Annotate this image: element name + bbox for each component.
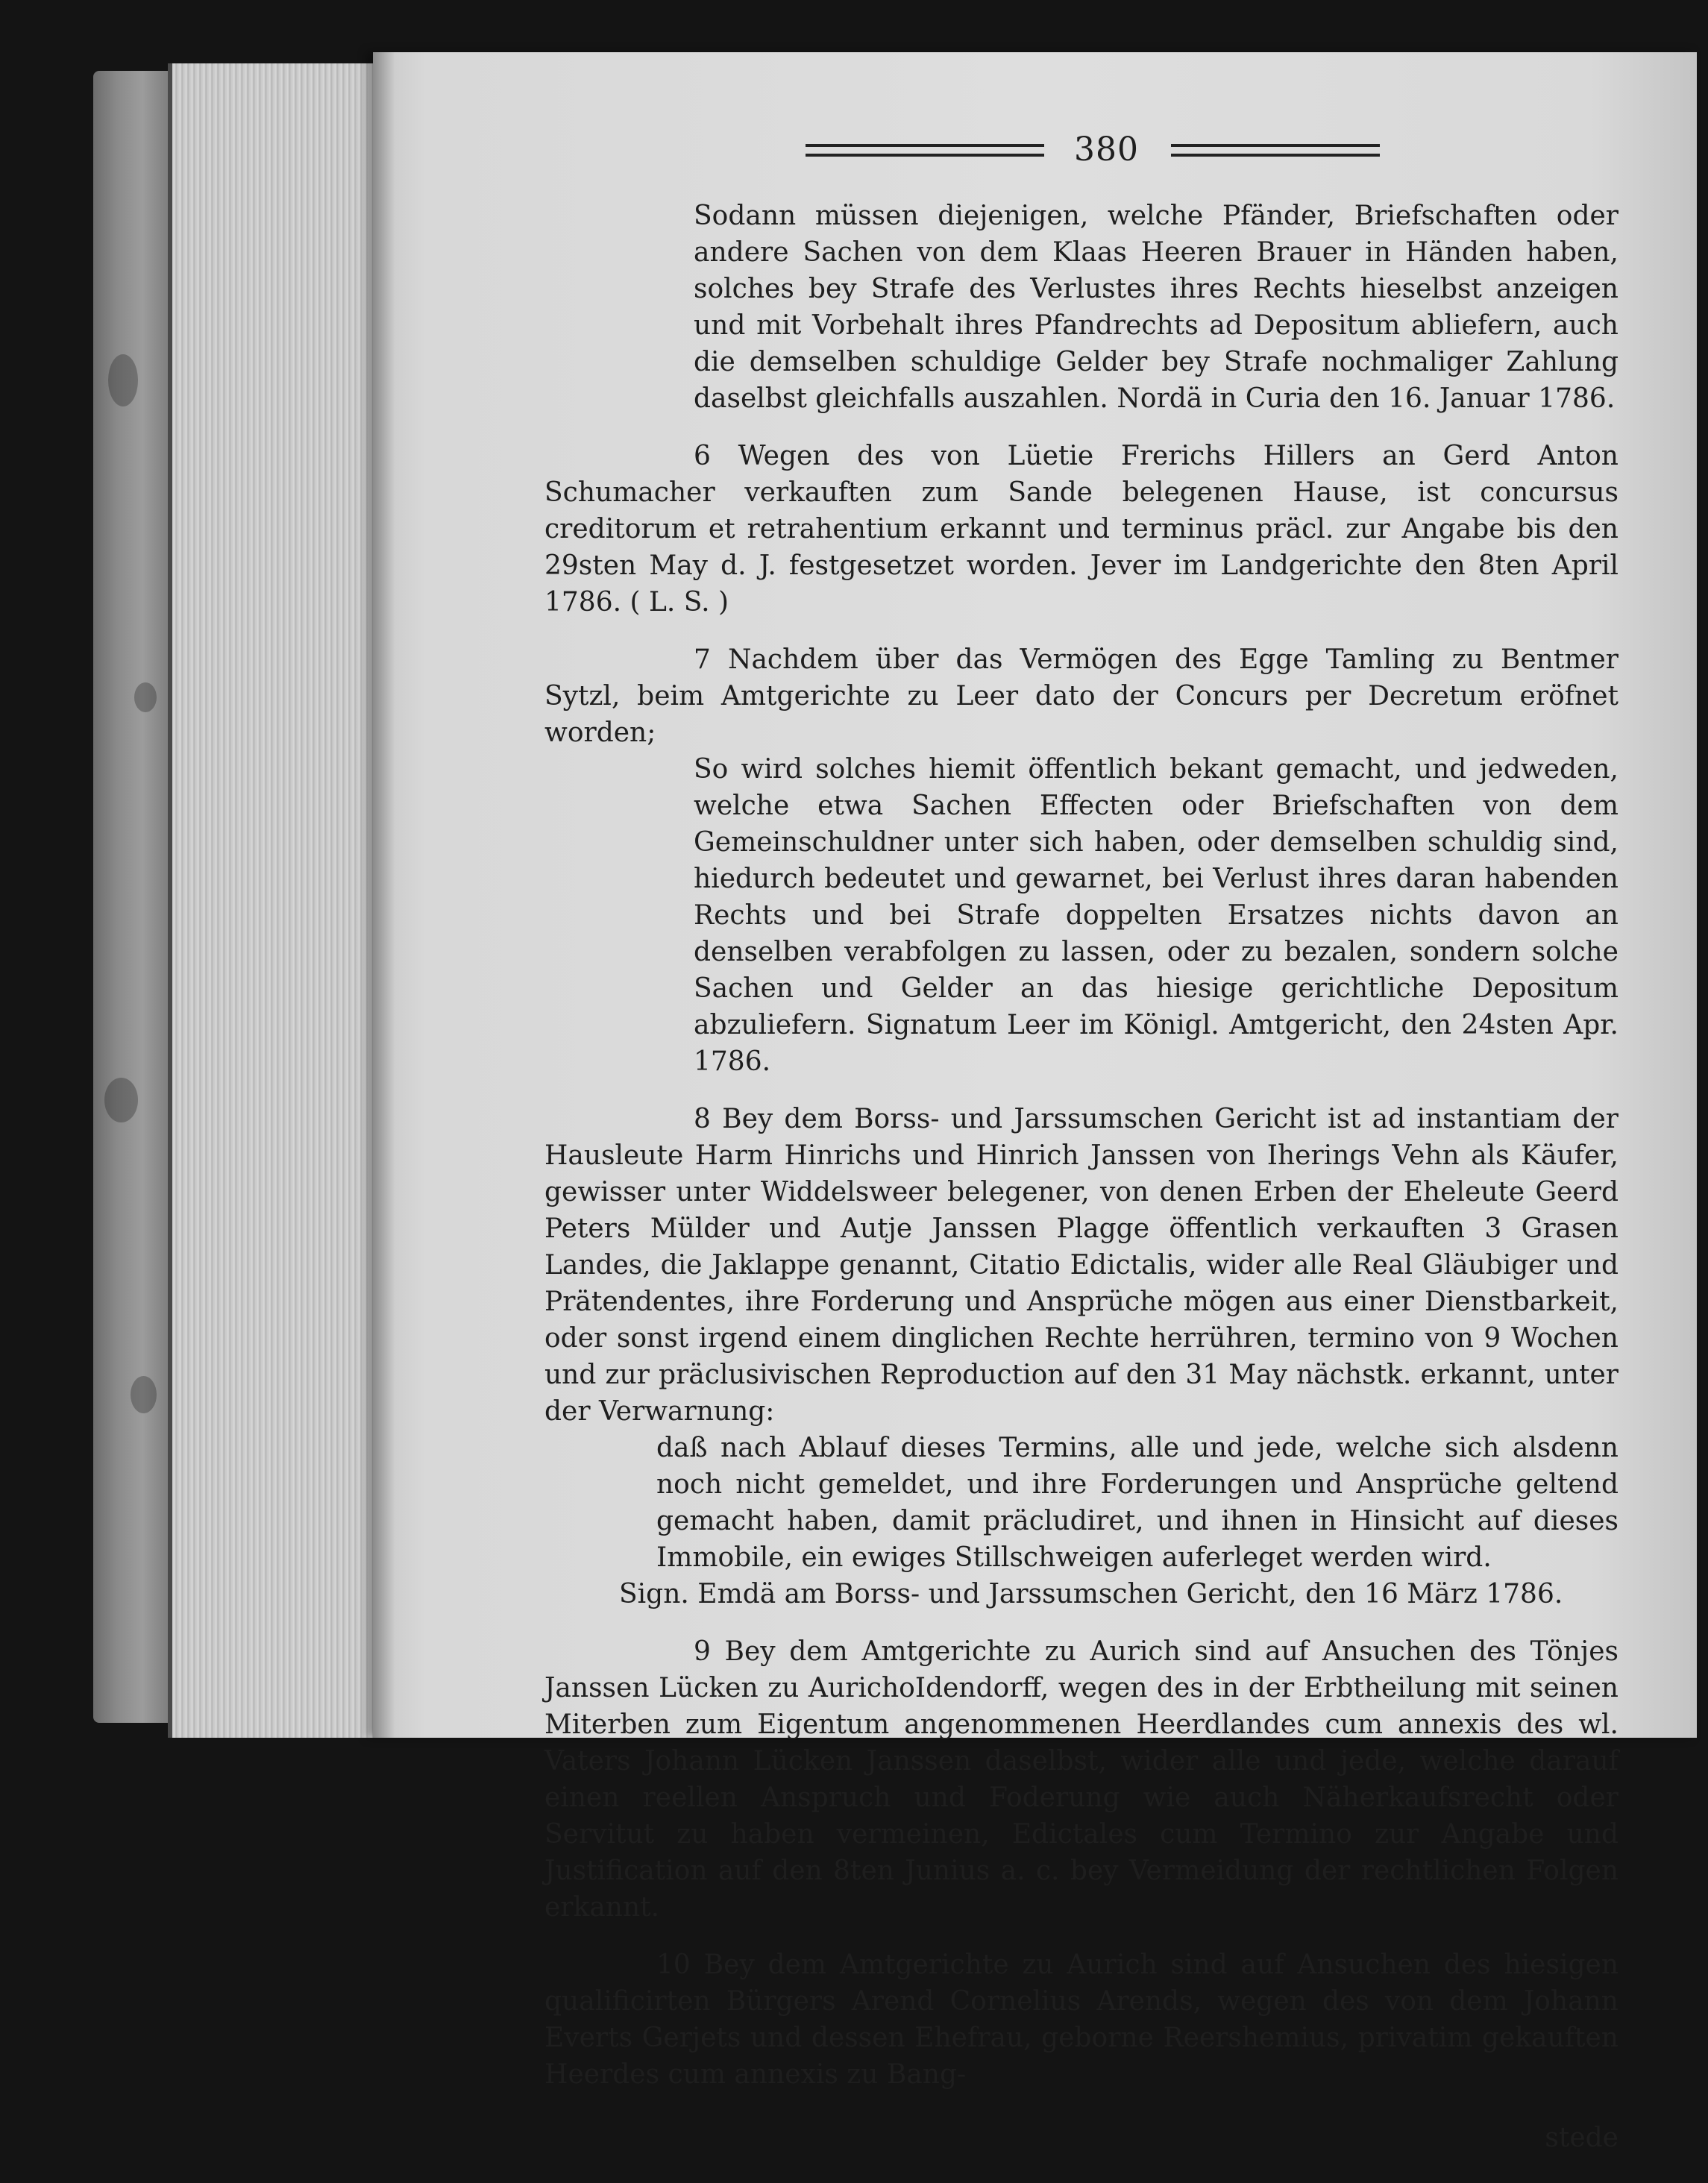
paragraph-8 xyxy=(544,1101,1618,1430)
paragraph-text: Nachdem über das Vermögen des Egge Tamling zu Bentmer Sytzl, beim Amtgerichte zu Leer dato der Concurs per Decretum eröfnet worden; xyxy=(544,644,1618,748)
paragraph-7 xyxy=(544,641,1618,751)
cover-stain xyxy=(108,354,138,406)
page-header xyxy=(806,131,1387,175)
text-body xyxy=(544,198,1618,2183)
paragraph-text: Bey dem Amtgerichte zu Aurich sind auf Ansuchen des Tönjes Janssen Lücken zu AurichoIdendorff, wegen des in der Erbtheilung mit seinen Miterben zum Eigentum angenommenen Heerdlandes cum annexis des wl. Vaters Johann Lücken Janssen daselbst, wider alle und jede, welche darauf einen reellen Anspruch und Foderung wie auch Näherkaufsrecht oder Servitut zu haben vermeinen, Edictales cum Termino zur Angabe und Justification auf den 8ten Junius a. c. bey Vermeidung der rechtlichen Folgen erkannt. xyxy=(544,1636,1618,1923)
paragraph-6 xyxy=(544,438,1618,621)
item-number: 8 xyxy=(694,1104,711,1134)
paragraph-10 xyxy=(544,1947,1618,2093)
paragraph-8-condition: daß nach Ablauf dieses Termins, alle und jede, welche sich alsdenn noch nicht gemeldet, und ihre Forderungen und Ansprüche geltend gemacht haben, damit präcludiret, und ihnen in Hinsicht auf dieses Immobile, ein ewiges Stillschweigen auferleget werden wird. xyxy=(656,1433,1618,1573)
catchword: stede xyxy=(1545,2123,1618,2153)
page-gutter xyxy=(373,52,395,1738)
page-number: 380 xyxy=(1074,131,1139,169)
paragraph-7-body: So wird solches hiemit öffentlich bekant gemacht, und jedweden, welche etwa Sachen Effecten oder Briefschaften von dem Gemeinschuldner unter sich haben, oder demselben schuldig sind, hiedurch bedeutet und gewarnet, bei Verlust ihres daran habenden Rechts und bei Strafe doppelten Ersatzes nichts davon an denselben verabfolgen zu lassen, oder zu bezalen, sondern solche Sachen und Gelder an das hiesige gerichtliche Depositum abzuliefern. Signatum Leer im Königl. Amtgericht, den 24sten Apr. 1786. xyxy=(694,754,1618,1077)
paragraph-8-signature: Sign. Emdä am Borss- und Jarssumschen Gericht, den 16 März 1786. xyxy=(619,1579,1563,1609)
header-rule-right xyxy=(1171,144,1380,157)
cover-stain xyxy=(134,682,157,712)
book-cover-edge xyxy=(93,71,175,1723)
paragraph-text: Wegen des von Lüetie Frerichs Hillers an Gerd Anton Schumacher verkauften zum Sande belegenen Hause, ist concursus creditorum et retrahentium erkannt und terminus präcl. zur Angabe bis den 29sten May d. J. festgesetzet worden. Jever im Landgerichte den 8ten April 1786. ( L. S. ) xyxy=(544,441,1618,618)
page-edges xyxy=(168,63,389,1738)
header-rule-left xyxy=(806,144,1044,157)
item-number: 10 xyxy=(656,1950,691,1980)
cover-stain xyxy=(104,1078,138,1122)
item-number: 9 xyxy=(694,1636,711,1667)
paragraph-9 xyxy=(544,1633,1618,1926)
paragraph-text: Bey dem Amtgerichte zu Aurich sind auf Ansuchen des hiesigen qualificirten Bürgers Arend Cornelius Arends, wegen des von dem Johann Everts Gerjets und dessen Ehefrau, geborne Reershemius, privatim gekauften Heerdes cum annexis zu Bang- xyxy=(544,1950,1618,2090)
paragraph-text: Bey dem Borss- und Jarssumschen Gericht ist ad instantiam der Hausleute Harm Hinrichs und Hinrich Janssen von Iherings Vehn als Käufer, gewisser unter Widdelsweer belegener, von denen Erben der Eheleute Geerd Peters Mülder und Autje Janssen Plagge öffentlich verkauften 3 Grasen Landes, die Jaklappe genannt, Citatio Edictalis, wider alle Real Gläubiger und Prätendentes, ihre Forderung und Ansprüche mögen aus einer Dienstbarkeit, oder sonst irgend einem dinglichen Rechte herrühren, termino von 9 Wochen und zur präclusivischen Reproduction auf den 31 May nächstk. erkannt, unter der Verwarnung: xyxy=(544,1104,1618,1427)
paragraph-1: Sodann müssen diejenigen, welche Pfänder, Briefschaften oder andere Sachen von dem Klaas Heeren Brauer in Händen haben, solches bey Strafe des Verlustes ihres Rechts hieselbst anzeigen und mit Vorbehalt ihres Pfandrechts ad Depositum abliefern, auch die demselben schuldige Gelder bey Strafe nochmaliger Zahlung daselbst gleichfalls auszahlen. Nordä in Curia den 16. Januar 1786. xyxy=(694,201,1618,414)
item-number: 6 xyxy=(694,441,711,471)
cover-stain xyxy=(131,1376,157,1413)
item-number: 7 xyxy=(694,644,711,675)
